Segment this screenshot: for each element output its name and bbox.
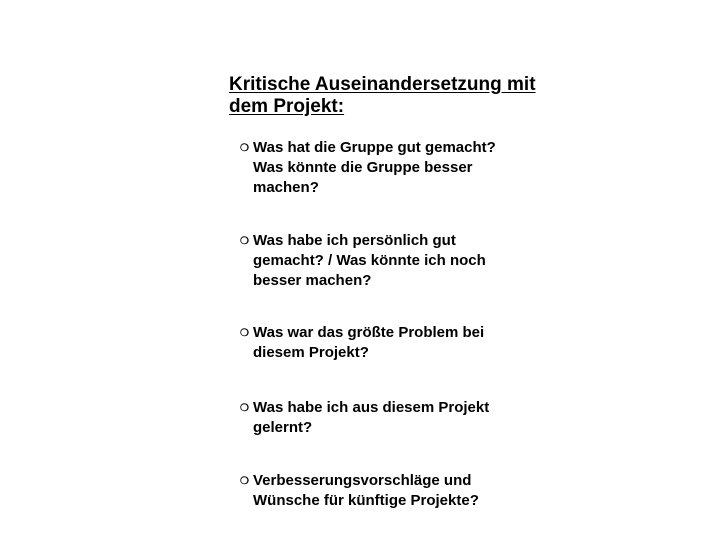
- list-item-text: Was war das größte Problem bei diesem Projekt?: [253, 324, 485, 361]
- circle-bullet-icon: ❍: [240, 236, 249, 247]
- list-item: [240, 323, 560, 363]
- page-title: Kritische Auseinandersetzung mit dem Projekt:: [229, 74, 536, 117]
- list-item: [240, 138, 560, 198]
- list-item: [240, 231, 560, 291]
- list-item-text: Verbesserungsvorschläge und Wünsche für künftige Projekte?: [253, 472, 479, 509]
- list-item-text: Was hat die Gruppe gut gemacht? Was könnte die Gruppe besser machen?: [253, 139, 496, 196]
- circle-bullet-icon: ❍: [240, 143, 249, 154]
- list-item-text: Was habe ich persönlich gut gemacht? / Was könnte ich noch besser machen?: [253, 232, 486, 289]
- circle-bullet-icon: ❍: [240, 403, 249, 414]
- circle-bullet-icon: ❍: [240, 476, 249, 487]
- circle-bullet-icon: ❍: [240, 328, 249, 339]
- list-item: [240, 471, 560, 511]
- list-item-text: Was habe ich aus diesem Projekt gelernt?: [253, 399, 490, 436]
- list-item: [240, 398, 560, 438]
